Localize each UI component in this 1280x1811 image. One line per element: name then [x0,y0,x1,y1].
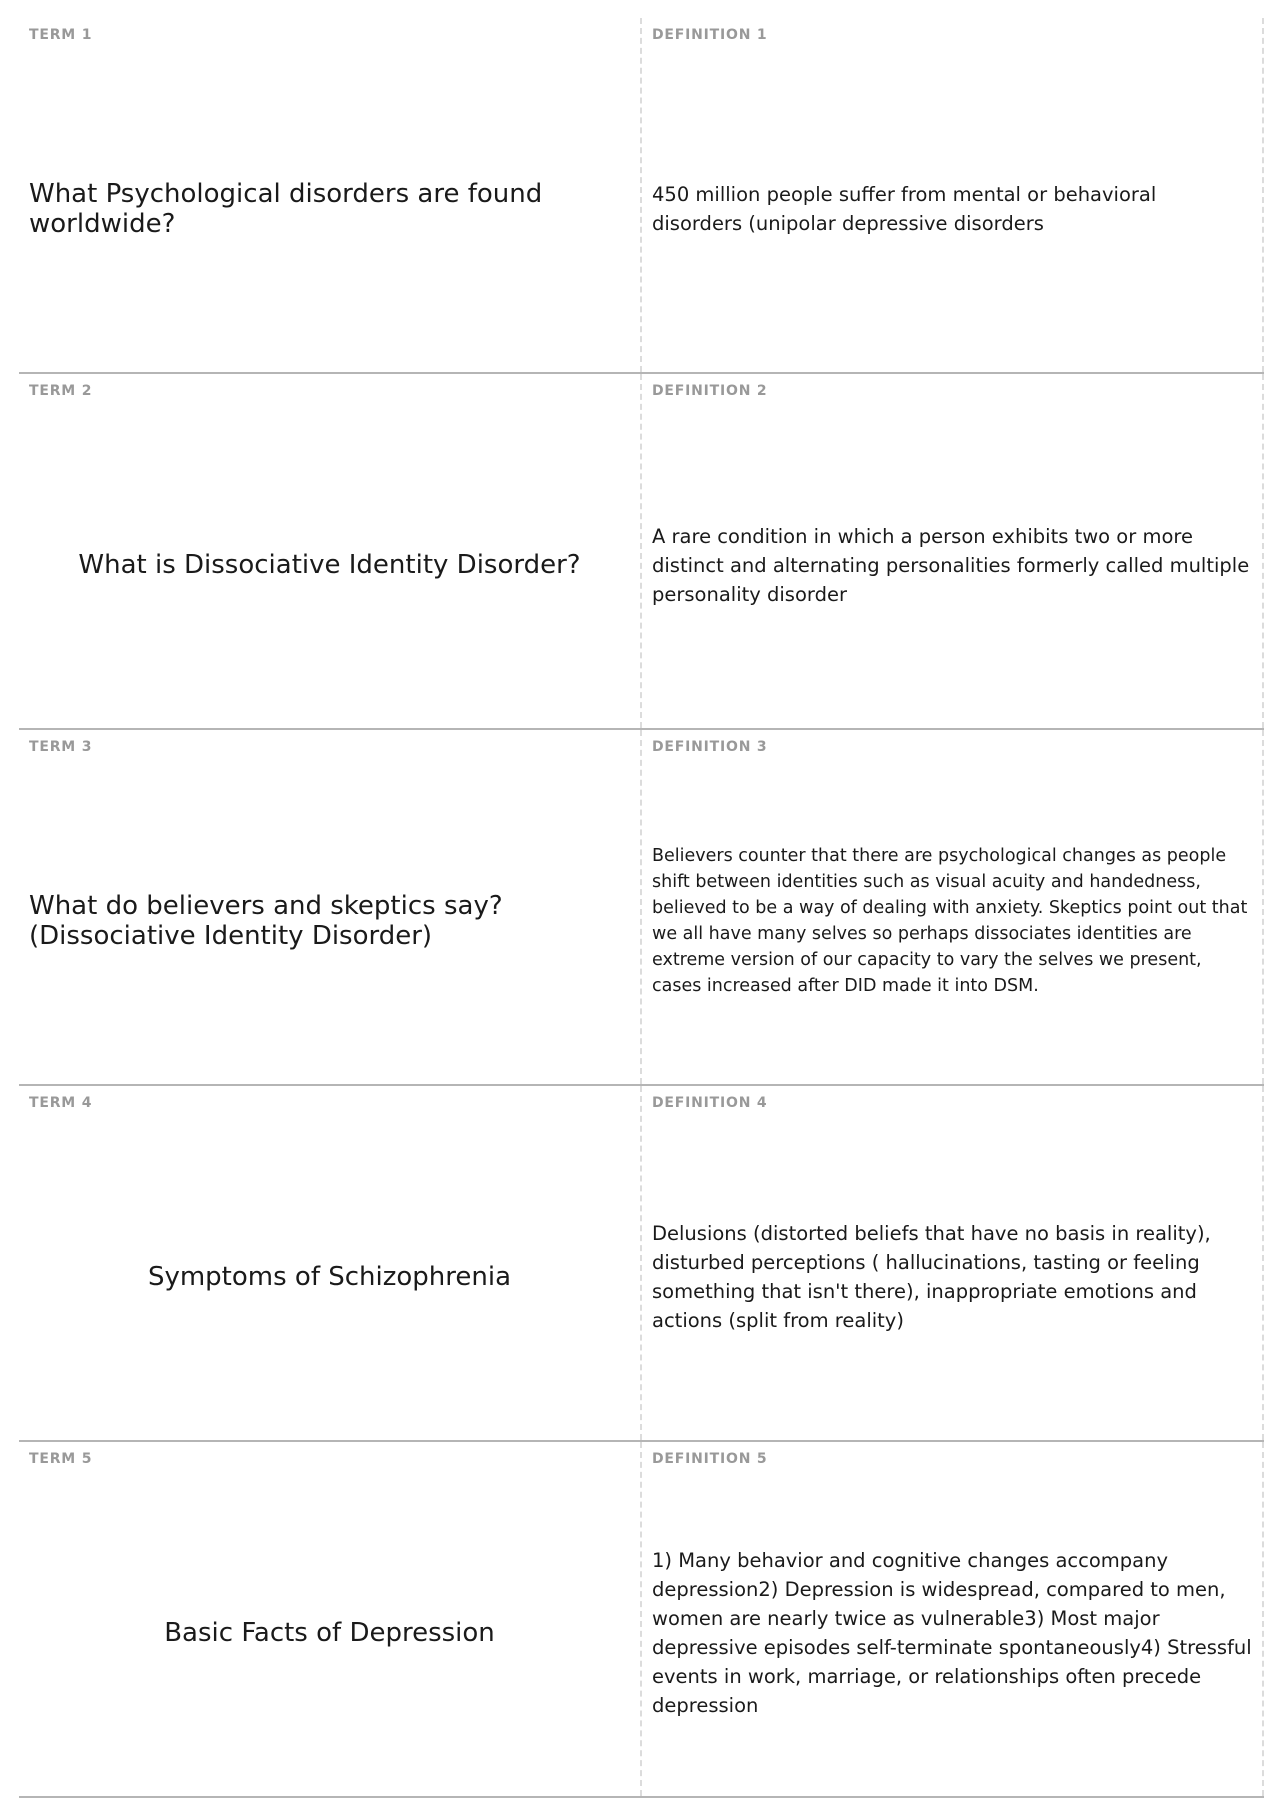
definition-content [652,60,1252,358]
term-content [29,60,630,358]
definition-text: 1) Many behavior and cognitive changes accompany depression2) Depression is widespread, compared to men, women are nearly twice as vulnerable3) Most major depressive episodes self-terminate spontaneously4) Stressful events in work, marriage, or relationships often precede depression [652,1549,1252,1717]
definition-label: DEFINITION 2 [652,383,768,399]
term-text: What is Dissociative Identity Disorder? [78,550,581,580]
card-row-5 [19,1442,1264,1798]
definition-label: DEFINITION 1 [652,27,768,43]
term-cell-3 [19,730,642,1084]
card-row-4 [19,1086,1264,1442]
definition-label: DEFINITION 5 [652,1451,768,1467]
definition-cell-2 [642,374,1264,728]
term-content [29,1128,630,1426]
definition-text: Believers counter that there are psychological changes as people shift between identities such as visual acuity and handedness, believed to be a way of dealing with anxiety. Skeptics point out that we all have many selves so perhaps dissociates identities are extreme version of our capacity to vary the selves we present, cases increased after DID made it into DSM. [652,846,1248,996]
definition-text: Delusions (distorted beliefs that have no basis in reality), disturbed perceptions ( hallucinations, tasting or feeling something that isn't there), inappropriate emotions and actions (split from reality) [652,1222,1211,1332]
term-content [29,772,630,1070]
definition-cell-3 [642,730,1264,1084]
term-label: TERM 2 [29,383,93,399]
term-content [29,416,630,714]
term-text: Symptoms of Schizophrenia [147,1262,512,1292]
definition-content [652,1484,1252,1782]
term-label: TERM 1 [29,27,93,43]
definition-label: DEFINITION 3 [652,739,768,755]
card-row-2 [19,374,1264,730]
term-cell-1 [19,18,642,372]
term-label: TERM 4 [29,1095,93,1111]
term-cell-4 [19,1086,642,1440]
definition-content [652,772,1252,1070]
term-cell-5 [19,1442,642,1796]
flashcard-sheet [19,18,1264,1798]
definition-text: A rare condition in which a person exhibits two or more distinct and alternating personalities formerly called multiple personality disorder [652,524,1250,606]
term-cell-2 [19,374,642,728]
term-label: TERM 5 [29,1451,93,1467]
definition-content [652,416,1252,714]
term-content [29,1484,630,1782]
definition-text: 450 million people suffer from mental or behavioral disorders (unipolar depressive disorders [652,183,1157,235]
term-text: Basic Facts of Depression [164,1618,495,1648]
definition-cell-4 [642,1086,1264,1440]
definition-label: DEFINITION 4 [652,1095,768,1111]
definition-content [652,1128,1252,1426]
term-text: What Psychological disorders are found worldwide? [29,179,543,239]
definition-cell-1 [642,18,1264,372]
card-row-3 [19,730,1264,1086]
term-label: TERM 3 [29,739,93,755]
card-row-1 [19,18,1264,374]
definition-cell-5 [642,1442,1264,1796]
term-text: What do believers and skeptics say? (Dissociative Identity Disorder) [29,891,503,951]
